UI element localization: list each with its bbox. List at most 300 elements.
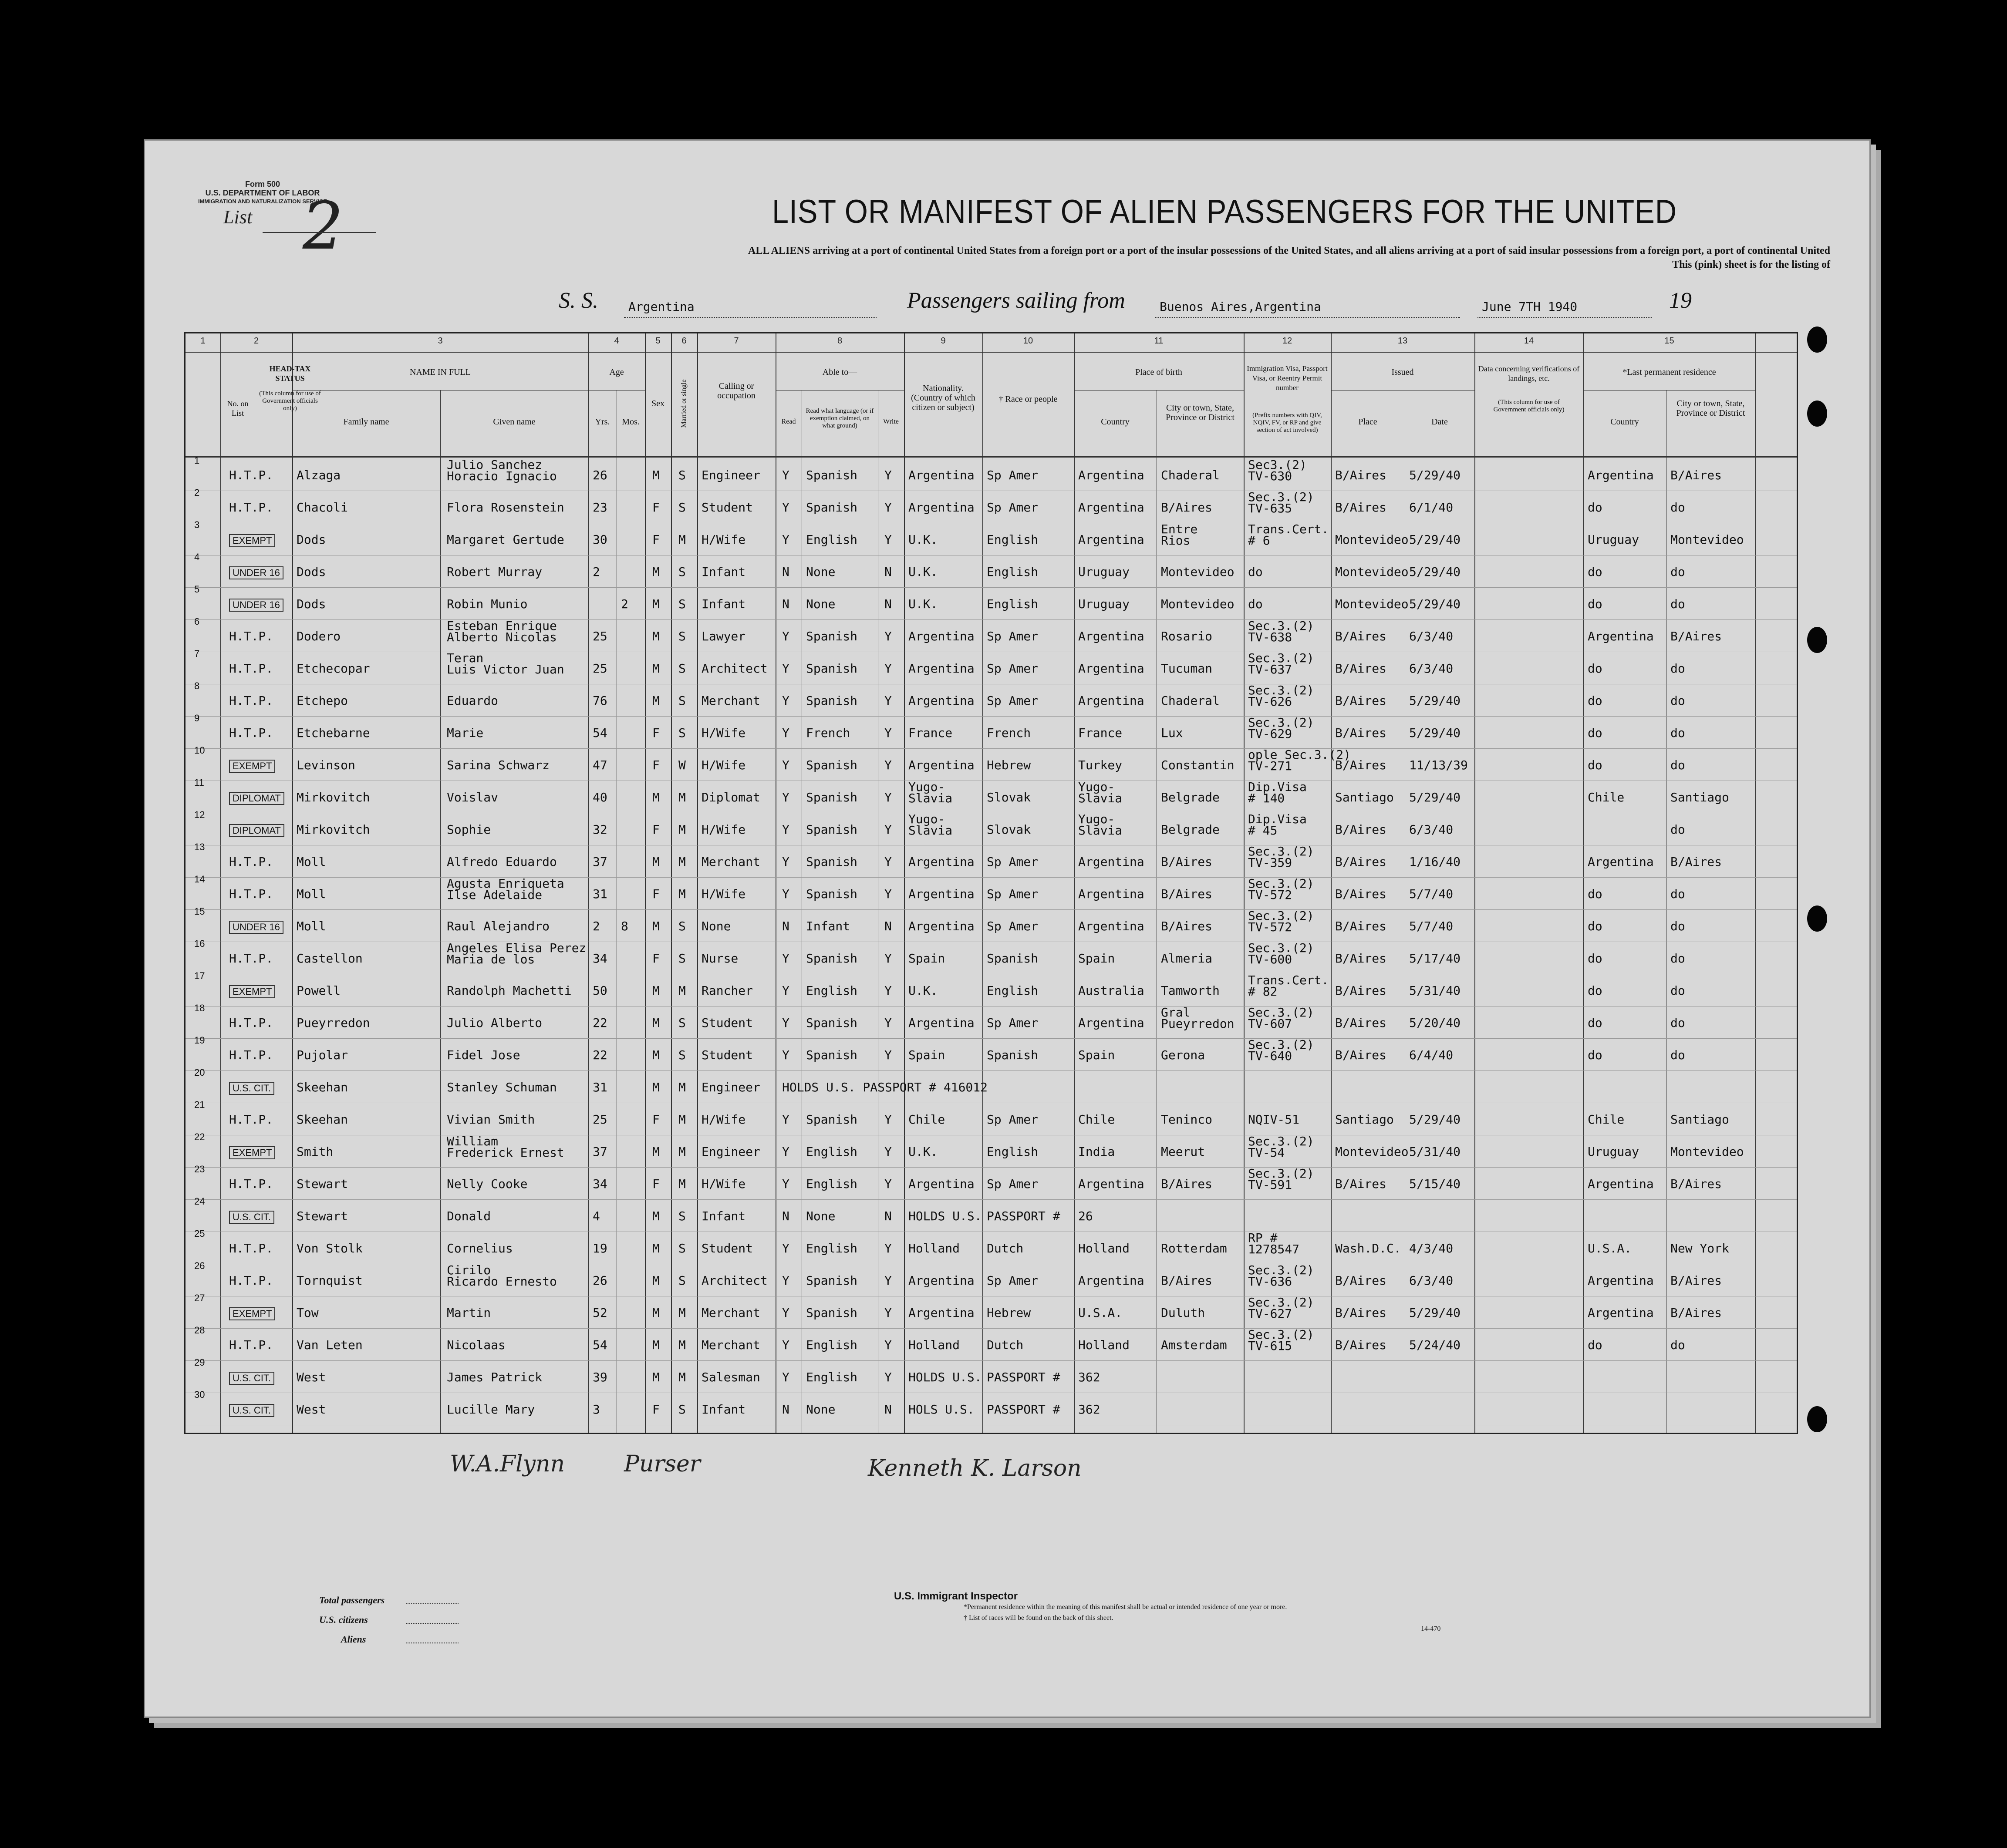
cell-tax: H.T.P.: [229, 1338, 273, 1352]
cell-rcity: do: [1670, 693, 1685, 708]
cell-tax: H.T.P.: [229, 951, 273, 966]
cell-yrs: 76: [593, 693, 607, 708]
table-row: [186, 1037, 1797, 1071]
cell-occ: H/Wife: [702, 1177, 746, 1191]
cell-race: Dutch: [987, 1241, 1024, 1256]
cell-nat: Holland: [908, 1241, 960, 1256]
header-birth-city: City or town, State, Province or District: [1166, 403, 1235, 422]
total-passengers-label: Total passengers: [319, 1595, 385, 1606]
cell-rcity: New York: [1670, 1241, 1729, 1256]
col-number-6: 6: [681, 336, 687, 346]
cell-idate: 6/3/40: [1409, 822, 1454, 837]
cell-write: Y: [884, 1177, 892, 1191]
cell-yrs: 37: [593, 1144, 607, 1159]
cell-nat: Spain: [908, 1048, 945, 1062]
cell-occ: Merchant: [702, 855, 760, 869]
cell-lang: English: [806, 532, 858, 547]
cell-rcountry: do: [1588, 1338, 1602, 1352]
cell-idate: 5/7/40: [1409, 919, 1454, 933]
cell-iplace: Wash.D.C.: [1335, 1241, 1401, 1256]
table-row: [186, 777, 1797, 813]
cell-yrs: 2: [593, 565, 600, 579]
cell-read: Y: [782, 758, 789, 772]
cell-iplace: B/Aires: [1335, 500, 1387, 515]
cell-nat: HOLDS U.S.: [908, 1209, 982, 1223]
cell-visa: Sec.3.(2) TV-572: [1248, 909, 1314, 934]
cell-visa: Sec.3.(2) TV-600: [1248, 941, 1314, 966]
cell-given: Angeles Elisa Perez Maria de los: [447, 941, 587, 966]
cell-yrs: 40: [593, 790, 607, 805]
cell-iplace: B/Aires: [1335, 887, 1387, 901]
cell-race: PASSPORT #: [987, 1370, 1060, 1384]
cell-occ: Infant: [702, 597, 746, 611]
cell-tax: H.T.P.: [229, 661, 273, 676]
cell-bcity: Tucuman: [1161, 661, 1213, 676]
cell-sex: M: [652, 1306, 660, 1320]
cell-given: Marie: [447, 726, 484, 740]
cell-write: Y: [884, 693, 892, 708]
cell-sex: M: [652, 1338, 660, 1352]
cell-rcountry: Argentina: [1588, 1306, 1654, 1320]
cell-write: Y: [884, 726, 892, 740]
cell-race: Slovak: [987, 790, 1031, 805]
table-row: [186, 554, 1797, 588]
cell-family: Skeehan: [297, 1112, 348, 1127]
cell-family: Dods: [297, 597, 326, 611]
cell-occ: Engineer: [702, 468, 760, 482]
cell-ms: M: [678, 1080, 686, 1094]
cell-sex: M: [652, 919, 660, 933]
cell-sex: M: [652, 597, 660, 611]
cell-family: Powell: [297, 983, 341, 998]
cell-family: Stewart: [297, 1209, 348, 1223]
cell-family: Castellon: [297, 951, 363, 966]
cell-visa: Sec.3.(2) TV-359: [1248, 844, 1314, 870]
table-row: [186, 715, 1797, 749]
table-row: [186, 938, 1797, 974]
cell-given: Robin Munio: [447, 597, 528, 611]
cell-nat: U.K.: [908, 983, 938, 998]
cell-family: Levinson: [297, 758, 355, 772]
cell-yrs: 3: [593, 1402, 600, 1417]
cell-bcity: Teninco: [1161, 1112, 1213, 1127]
inspector-label: U.S. Immigrant Inspector: [894, 1590, 1018, 1602]
cell-yrs: 47: [593, 758, 607, 772]
cell-family: Mirkovitch: [297, 822, 370, 837]
footnote-residence: *Permanent residence within the meaning of this manifest shall be actual or intended residence of one year or more.: [964, 1603, 1287, 1611]
cell-rcity: do: [1670, 758, 1685, 772]
header-sex: Sex: [651, 399, 665, 408]
cell-no: 11: [194, 777, 204, 788]
cell-nat: U.K.: [908, 597, 938, 611]
cell-write: N: [884, 1402, 892, 1417]
cell-yrs: 34: [593, 1177, 607, 1191]
cell-given: Nicolaas: [447, 1338, 506, 1352]
cell-race: Sp Amer: [987, 1016, 1039, 1030]
cell-sex: M: [652, 1048, 660, 1062]
year-label: 19: [1669, 288, 1692, 313]
cell-occ: Architect: [702, 1273, 768, 1288]
cell-yrs: 25: [593, 661, 607, 676]
cell-race: Sp Amer: [987, 468, 1039, 482]
cell-occ: Infant: [702, 565, 746, 579]
cell-ms: M: [678, 983, 686, 998]
cell-bcity: Duluth: [1161, 1306, 1205, 1320]
cell-idate: 1/16/40: [1409, 855, 1461, 869]
cell-bcity: Montevideo: [1161, 597, 1235, 611]
cell-no: 24: [194, 1196, 205, 1207]
cell-race: Hebrew: [987, 1306, 1031, 1320]
cell-read: Y: [782, 822, 789, 837]
cell-write: Y: [884, 629, 892, 643]
cell-race: English: [987, 597, 1039, 611]
binder-hole: [1807, 627, 1827, 653]
cell-no: 20: [194, 1067, 205, 1078]
cell-race: English: [987, 1144, 1039, 1159]
cell-write: Y: [884, 500, 892, 515]
cell-sex: M: [652, 855, 660, 869]
cell-bcountry: Yugo- Slavia: [1078, 780, 1123, 805]
cell-lang: Spanish: [806, 790, 858, 805]
cell-rcity: do: [1670, 661, 1685, 676]
cell-sex: M: [652, 1273, 660, 1288]
cell-bcity: B/Aires: [1161, 855, 1213, 869]
cell-bcountry: Spain: [1078, 951, 1115, 966]
cell-rcity: B/Aires: [1670, 1306, 1722, 1320]
cell-bcountry: Spain: [1078, 1048, 1115, 1062]
cell-bcountry: Holland: [1078, 1241, 1130, 1256]
header-verif-note: (This column for use of Government officials only): [1493, 399, 1565, 413]
cell-visa: Trans.Cert. # 6: [1248, 522, 1329, 548]
footnote-races: † List of races will be found on the back of this sheet.: [964, 1614, 1113, 1622]
cell-bcountry: Argentina: [1078, 629, 1144, 643]
cell-no: 23: [194, 1164, 205, 1175]
cell-rcity: do: [1670, 887, 1685, 901]
cell-race: Dutch: [987, 1338, 1024, 1352]
cell-lang: Spanish: [806, 468, 858, 482]
cell-tax: H.T.P.: [229, 1241, 273, 1256]
cell-tax: H.T.P.: [229, 887, 273, 901]
cell-visa: Sec.3.(2) TV-591: [1248, 1166, 1314, 1192]
cell-write: N: [884, 597, 892, 611]
cell-family: Tornquist: [297, 1273, 363, 1288]
cell-race: Spanish: [987, 1048, 1039, 1062]
cell-family: Tow: [297, 1306, 319, 1320]
cell-race: French: [987, 726, 1031, 740]
cell-lang: Infant: [806, 919, 850, 933]
cell-bcountry: Uruguay: [1078, 565, 1130, 579]
cell-yrs: 25: [593, 629, 607, 643]
purser-title: Purser: [624, 1451, 701, 1477]
cell-write: Y: [884, 468, 892, 482]
cell-sex: F: [652, 758, 660, 772]
cell-bcity: Tamworth: [1161, 983, 1220, 998]
cell-ms: M: [678, 1144, 686, 1159]
cell-bcountry: 26: [1078, 1209, 1093, 1223]
cell-lang: Spanish: [806, 500, 858, 515]
cell-bcity: Almeria: [1161, 951, 1213, 966]
cell-given: Cornelius: [447, 1241, 513, 1256]
cell-iplace: B/Aires: [1335, 983, 1387, 998]
cell-visa: RP # 1278547: [1248, 1231, 1300, 1256]
cell-lang: Spanish: [806, 1112, 858, 1127]
cell-bcountry: Argentina: [1078, 855, 1144, 869]
cell-sex: F: [652, 532, 660, 547]
cell-given: Vivian Smith: [447, 1112, 535, 1127]
cell-given: Sarina Schwarz: [447, 758, 550, 772]
cell-given: Robert Murray: [447, 565, 543, 579]
cell-visa: Trans.Cert. # 82: [1248, 973, 1329, 999]
cell-read: N: [782, 1209, 789, 1223]
cell-ms: S: [678, 565, 686, 579]
cell-given: Donald: [447, 1209, 491, 1223]
cell-bcountry: Argentina: [1078, 887, 1144, 901]
cell-tax: H.T.P.: [229, 693, 273, 708]
cell-nat: Argentina: [908, 661, 975, 676]
cell-rcity: B/Aires: [1670, 468, 1722, 482]
header-issued-date: Date: [1431, 417, 1448, 427]
cell-rcountry: Uruguay: [1588, 1144, 1639, 1159]
cell-read: HOLDS U.S. PASSPORT # 416012: [782, 1080, 988, 1094]
header-res-city: City or town, State, Province or District: [1676, 399, 1745, 418]
cell-no: 22: [194, 1131, 205, 1142]
cell-rcountry: Argentina: [1588, 468, 1654, 482]
cell-no: 6: [194, 616, 200, 627]
cell-rcountry: Chile: [1588, 790, 1625, 805]
cell-nat: Argentina: [908, 1177, 975, 1191]
cell-tax: U.S. CIT.: [229, 1404, 274, 1417]
cell-write: Y: [884, 1306, 892, 1320]
cell-sex: F: [652, 822, 660, 837]
cell-visa: Sec.3.(2) TV-638: [1248, 619, 1314, 644]
purser-signature: W.A.Flynn: [450, 1451, 565, 1477]
cell-read: Y: [782, 1241, 789, 1256]
cell-race: English: [987, 532, 1039, 547]
cell-rcity: B/Aires: [1670, 629, 1722, 643]
cell-read: N: [782, 565, 789, 579]
cell-sex: M: [652, 661, 660, 676]
header-family-name: Family name: [343, 417, 389, 427]
cell-occ: Nurse: [702, 951, 739, 966]
cell-iplace: B/Aires: [1335, 468, 1387, 482]
form-number: Form 500: [245, 180, 280, 189]
cell-yrs: 34: [593, 951, 607, 966]
cell-bcountry: U.S.A.: [1078, 1306, 1123, 1320]
cell-visa: Sec.3.(2) TV-637: [1248, 651, 1314, 677]
cell-lang: Spanish: [806, 855, 858, 869]
col-number-2: 2: [253, 336, 259, 346]
cell-rcity: do: [1670, 597, 1685, 611]
cell-nat: Yugo- Slavia: [908, 812, 953, 838]
cell-lang: None: [806, 1402, 836, 1417]
cell-given: Fidel Jose: [447, 1048, 520, 1062]
cell-family: Pujolar: [297, 1048, 348, 1062]
cell-iplace: B/Aires: [1335, 629, 1387, 643]
cell-no: 7: [194, 648, 200, 659]
cell-race: Sp Amer: [987, 629, 1039, 643]
cell-mos: 8: [621, 919, 628, 933]
table-row: [186, 1099, 1797, 1135]
cell-occ: Rancher: [702, 983, 753, 998]
us-citizens-line: [406, 1623, 459, 1624]
cell-read: Y: [782, 1112, 789, 1127]
cell-ms: S: [678, 629, 686, 643]
cell-write: Y: [884, 532, 892, 547]
table-row: [186, 1327, 1797, 1361]
cell-visa: Sec.3.(2) TV-615: [1248, 1327, 1314, 1353]
cell-rcountry: do: [1588, 951, 1602, 966]
cell-nat: Argentina: [908, 629, 975, 643]
header-verifications: Data concerning verifications of landings, etc.: [1478, 364, 1580, 383]
cell-occ: Infant: [702, 1402, 746, 1417]
cell-bcity: Gral Pueyrredon: [1161, 1005, 1235, 1031]
cell-yrs: 52: [593, 1306, 607, 1320]
cell-race: English: [987, 565, 1039, 579]
cell-iplace: Santiago: [1335, 1112, 1394, 1127]
cell-read: Y: [782, 1177, 789, 1191]
cell-occ: Student: [702, 1016, 753, 1030]
cell-rcountry: do: [1588, 983, 1602, 998]
cell-iplace: Montevideo: [1335, 597, 1409, 611]
cell-no: 19: [194, 1035, 205, 1046]
cell-rcountry: do: [1588, 758, 1602, 772]
cell-family: Skeehan: [297, 1080, 348, 1094]
cell-rcountry: do: [1588, 726, 1602, 740]
cell-family: Etchecopar: [297, 661, 370, 676]
cell-idate: 6/3/40: [1409, 1273, 1454, 1288]
cell-bcountry: Australia: [1078, 983, 1144, 998]
cell-no: 26: [194, 1260, 205, 1271]
cell-ms: S: [678, 661, 686, 676]
header-read: Read: [781, 418, 796, 425]
binder-hole: [1807, 1406, 1827, 1432]
cell-family: Alzaga: [297, 468, 341, 482]
aliens-label: Aliens: [341, 1634, 366, 1645]
cell-iplace: B/Aires: [1335, 1273, 1387, 1288]
cell-nat: HOLDS U.S.: [908, 1370, 982, 1384]
table-row: [186, 1067, 1797, 1103]
table-row: [186, 1295, 1797, 1329]
cell-write: Y: [884, 790, 892, 805]
cell-occ: Student: [702, 1241, 753, 1256]
cell-tax: H.T.P.: [229, 1177, 273, 1191]
cell-nat: Argentina: [908, 468, 975, 482]
table-row: [186, 747, 1797, 781]
cell-occ: Merchant: [702, 1306, 760, 1320]
cell-occ: None: [702, 919, 731, 933]
cell-given: Voislav: [447, 790, 499, 805]
cell-idate: 5/29/40: [1409, 565, 1461, 579]
cell-family: Dods: [297, 532, 326, 547]
cell-write: Y: [884, 855, 892, 869]
cell-lang: English: [806, 1241, 858, 1256]
cell-ms: M: [678, 790, 686, 805]
cell-idate: 5/31/40: [1409, 983, 1461, 998]
cell-ms: S: [678, 919, 686, 933]
cell-idate: 5/29/40: [1409, 532, 1461, 547]
col-number-9: 9: [941, 336, 946, 346]
cell-no: 21: [194, 1099, 205, 1110]
cell-rcity: do: [1670, 1338, 1685, 1352]
cell-rcountry: do: [1588, 919, 1602, 933]
cell-bcountry: Argentina: [1078, 661, 1144, 676]
cell-given: Nelly Cooke: [447, 1177, 528, 1191]
cell-occ: Lawyer: [702, 629, 746, 643]
cell-visa: do: [1248, 597, 1263, 611]
cell-rcity: Montevideo: [1670, 1144, 1744, 1159]
header-visa: Immigration Visa, Passport Visa, or Reentry Permit number: [1247, 364, 1328, 392]
cell-tax: UNDER 16: [229, 921, 283, 934]
header-age: Age: [609, 367, 624, 377]
cell-rcountry: do: [1588, 597, 1602, 611]
header-no-on-list: No. on List: [227, 399, 249, 417]
header-issued: Issued: [1391, 367, 1414, 377]
header-place-of-birth: Place of birth: [1135, 367, 1182, 377]
cell-race: Sp Amer: [987, 693, 1039, 708]
cell-bcity: B/Aires: [1161, 919, 1213, 933]
cell-idate: 6/3/40: [1409, 661, 1454, 676]
cell-tax: U.S. CIT.: [229, 1211, 274, 1224]
table-row: [186, 616, 1797, 652]
header-birth-country: Country: [1101, 417, 1130, 427]
cell-idate: 11/13/39: [1409, 758, 1468, 772]
cell-rcountry: Argentina: [1588, 629, 1654, 643]
cell-rcountry: do: [1588, 693, 1602, 708]
cell-nat: Argentina: [908, 919, 975, 933]
cell-rcountry: do: [1588, 887, 1602, 901]
cell-occ: Merchant: [702, 1338, 760, 1352]
cell-yrs: 39: [593, 1370, 607, 1384]
cell-iplace: B/Aires: [1335, 1338, 1387, 1352]
cell-rcountry: Uruguay: [1588, 532, 1639, 547]
cell-visa: Sec.3.(2) TV-635: [1248, 490, 1314, 515]
cell-iplace: Santiago: [1335, 790, 1394, 805]
cell-family: West: [297, 1370, 326, 1384]
cell-visa: Sec.3.(2) TV-629: [1248, 715, 1314, 741]
cell-family: Moll: [297, 887, 326, 901]
cell-race: Sp Amer: [987, 855, 1039, 869]
cell-given: Teran Luis Victor Juan: [447, 651, 564, 677]
cell-write: Y: [884, 1338, 892, 1352]
cell-sex: M: [652, 1080, 660, 1094]
cell-no: 9: [194, 713, 200, 724]
cell-yrs: 50: [593, 983, 607, 998]
cell-iplace: Montevideo: [1335, 532, 1409, 547]
cell-ms: M: [678, 532, 686, 547]
cell-tax: H.T.P.: [229, 629, 273, 643]
cell-yrs: 37: [593, 855, 607, 869]
table-row: [186, 1166, 1797, 1200]
cell-read: Y: [782, 1370, 789, 1384]
cell-write: N: [884, 1209, 892, 1223]
cell-yrs: 22: [593, 1016, 607, 1030]
cell-rcity: Santiago: [1670, 790, 1729, 805]
cell-idate: 5/29/40: [1409, 693, 1461, 708]
cell-family: Etchebarne: [297, 726, 370, 740]
cell-no: 3: [194, 519, 200, 530]
cell-rcity: do: [1670, 1016, 1685, 1030]
cell-ms: M: [678, 1112, 686, 1127]
cell-ms: S: [678, 1273, 686, 1288]
col-number-4: 4: [614, 336, 619, 346]
table-row: [186, 1357, 1797, 1393]
cell-yrs: 31: [593, 887, 607, 901]
cell-nat: France: [908, 726, 953, 740]
cell-nat: Yugo- Slavia: [908, 780, 953, 805]
cell-idate: 5/29/40: [1409, 1306, 1461, 1320]
cell-bcity: Rosario: [1161, 629, 1213, 643]
header-read-what: Read what language (or if exemption claimed, on what ground): [806, 407, 874, 429]
